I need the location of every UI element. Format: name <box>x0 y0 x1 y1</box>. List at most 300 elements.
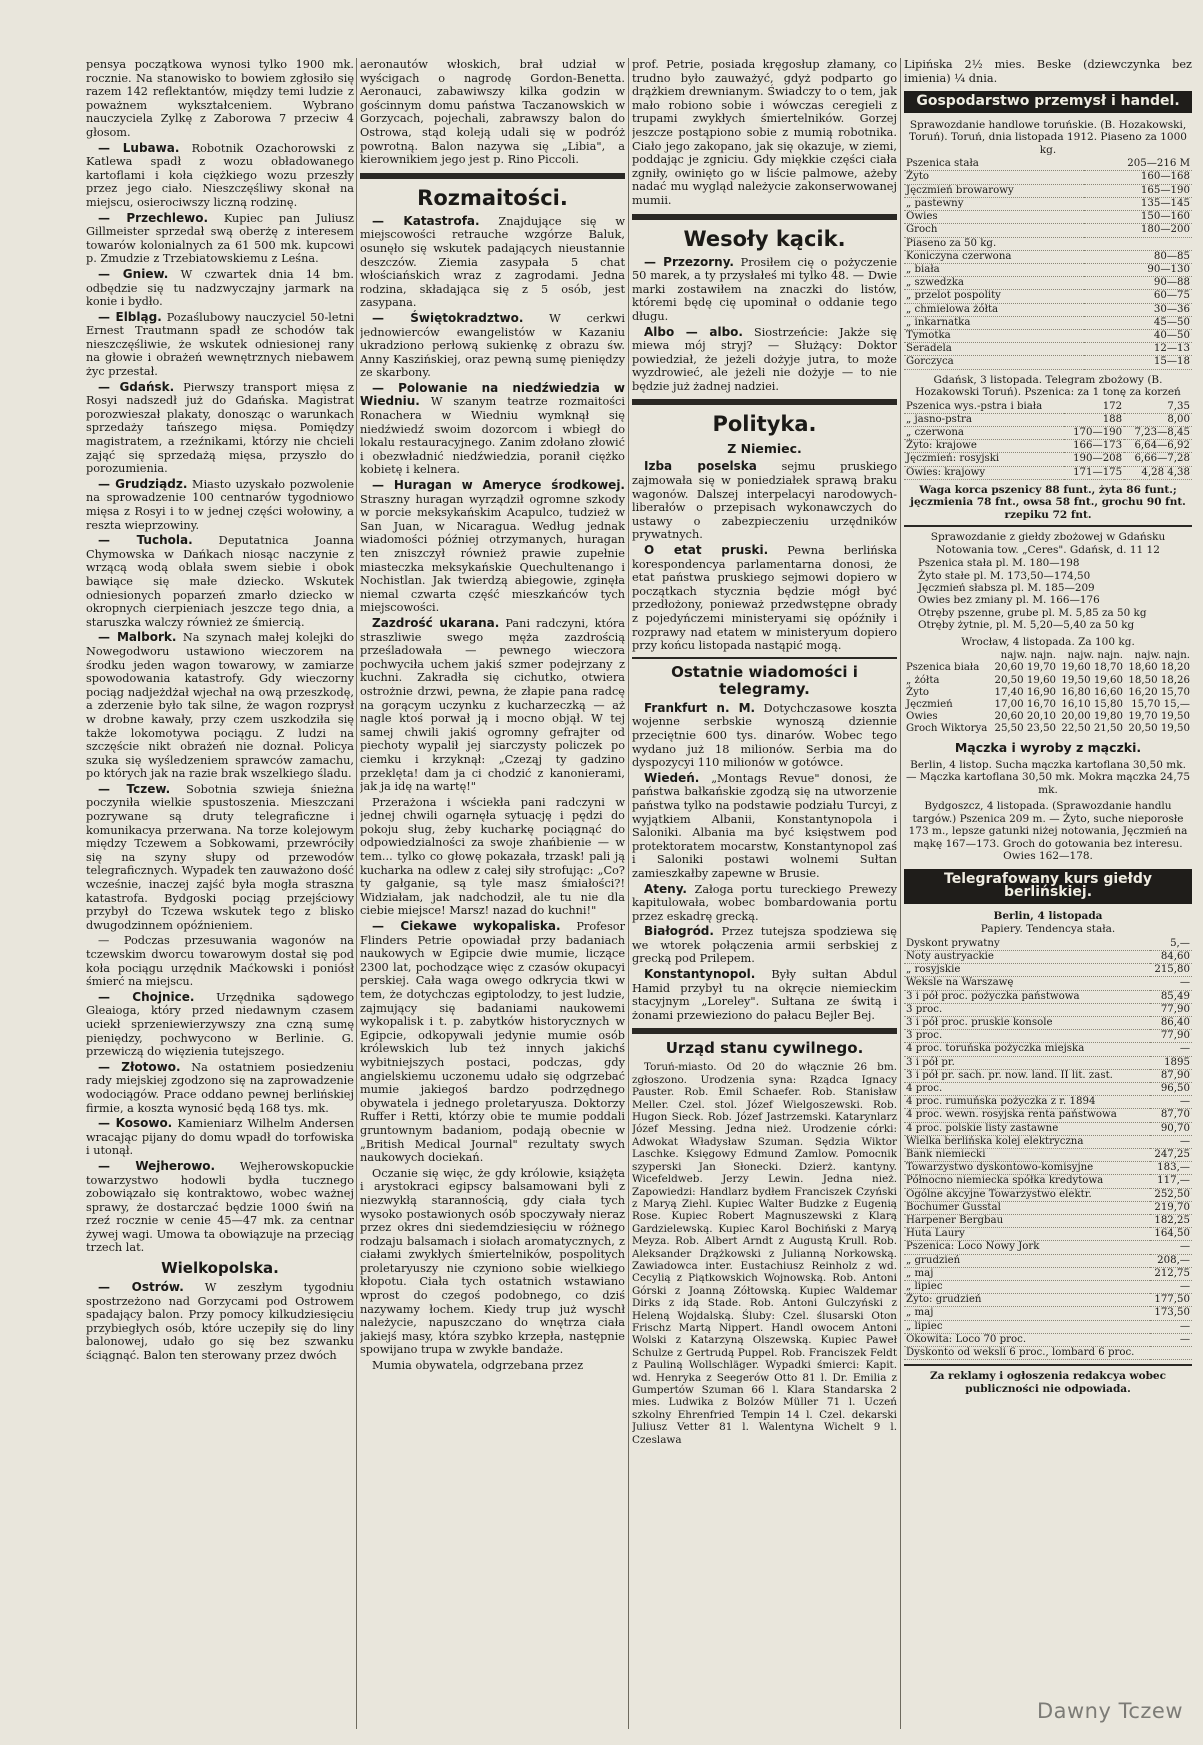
item-lead: — Chojnice. <box>98 989 195 1004</box>
table-cell: Pszenica wys.-pstra i biała <box>904 401 1064 414</box>
price-line: Otręby żytnie, pl. M. 5,20—5,40 za 50 kg <box>918 619 1135 632</box>
table-row <box>904 1043 1192 1056</box>
table-cell: 177,50 <box>1150 1294 1192 1307</box>
table-cell: 96,50 <box>1150 1083 1192 1096</box>
item-text: Kupiec pan Juliusz Gillmeister sprzedał swą oberżę z interesem towarów kolonialnych za 61 500 mk. kupcowi p. Zmudzie z Trzebiatowskiemu z Leśna. <box>86 211 354 266</box>
table-cell: 4 proc. <box>904 1083 1150 1096</box>
table-cell: „ maj <box>904 1307 1150 1320</box>
item-lead: — Elbląg. <box>98 309 162 324</box>
table-row <box>904 290 1192 303</box>
news-item <box>360 382 625 477</box>
table-cell: „ jasno-pstra <box>904 413 1064 426</box>
potato-flour-heading: Mączka i wyroby z mączki. <box>954 739 1142 755</box>
column-4 <box>904 58 1192 1731</box>
table-cell: — <box>1150 1281 1192 1294</box>
item-lead: — Świętokradztwo. <box>372 310 524 325</box>
item-text: Wejherowskopuckie towarzystwo hodowli bydła tucznego zobowiązało się kontraktowo, wobec ważnej sprawy, że dostarczać będzie 1000 świń na rzeź rocznie w cenie 45—47 mk. za centnar żywej wagi. Umowa ta obowiązuje na przeciąg trzech lat. <box>86 1159 354 1255</box>
table-cell: 3 i pół proc. pożyczka państwowa <box>904 990 1150 1003</box>
table-row <box>904 1083 1192 1096</box>
table-cell: — <box>1150 1320 1192 1333</box>
table-cell: 205—216 M <box>1084 158 1192 171</box>
table-cell: 18,50 18,26 <box>1128 674 1190 686</box>
news-item-ostrow <box>86 1281 354 1363</box>
item-lead: Konstantynopol. <box>644 967 756 982</box>
news-item <box>86 478 354 532</box>
table-cell: 3 proc. <box>904 1030 1150 1043</box>
table-cell: Weksle na Warszawę <box>904 977 1150 990</box>
table-cell: Groch Wiktorya <box>906 723 988 735</box>
table-row <box>904 662 1192 674</box>
column-header <box>1058 650 1125 662</box>
section-heading-humor: Wesoły kącik. <box>683 226 846 251</box>
table-cell: 22,50 21,50 <box>1061 723 1123 735</box>
table-cell: 160—168 <box>1084 171 1192 184</box>
news-item <box>86 631 354 781</box>
table-row <box>904 687 1192 699</box>
item-lead: Izba poselska <box>644 459 757 474</box>
news-item <box>86 142 354 210</box>
telegram-items <box>632 702 897 1023</box>
table-cell: 165—190 <box>1084 184 1192 197</box>
item-lead: — Grudziądz. <box>98 476 188 491</box>
table-row <box>904 1149 1192 1162</box>
table-cell: 190—208 <box>1064 453 1124 466</box>
news-item <box>632 256 897 324</box>
table-cell: 1895 <box>1150 1056 1192 1069</box>
divider <box>904 1364 1192 1366</box>
table-row <box>904 1069 1192 1082</box>
berlin-report-heading: Berlin, 4 listopada <box>993 909 1103 922</box>
news-item <box>360 617 625 794</box>
item-lead: — Gniew. <box>98 266 169 281</box>
table-row <box>904 1017 1192 1030</box>
table-row <box>904 723 1192 735</box>
table-cell: 16,10 15,80 <box>1061 699 1123 710</box>
table-cell: — <box>1150 977 1192 990</box>
table-row <box>904 1320 1192 1333</box>
table-cell: 3 proc. <box>904 1003 1150 1016</box>
table-cell: 188 <box>1064 413 1124 426</box>
divider <box>632 399 897 405</box>
table-cell <box>1084 237 1192 250</box>
table-row <box>904 440 1192 453</box>
table-cell: 215,80 <box>1150 964 1192 977</box>
table-cell: Żyto: grudzień <box>904 1294 1150 1307</box>
column-2 <box>360 58 625 1731</box>
article-text: pensya początkowa wynosi tylko 1900 mk. rocznie. Na stanowisko to bowiem zgłosiło się razem 142 reflektantów, między temi ludzie z poważnem wykształceniem. Wybrano nauczyciela Zylkę z Zaborowa 7 przeciw 4 głosom. <box>86 58 354 139</box>
table-cell: 90,70 <box>1150 1122 1192 1135</box>
table-cell: 19,50 19,60 <box>1061 674 1123 686</box>
news-item <box>632 925 897 966</box>
table-row <box>904 699 1192 711</box>
table-cell: 3 i pół pr. sach. pr. now. land. II lit. zast. <box>904 1069 1150 1082</box>
item-text: Kamieniarz Wilhelm Andersen wracając pijany do domu wpadł do torfowiska i utonął. <box>86 1117 354 1158</box>
table-cell: 4 proc. wewn. rosyjska renta państwowa <box>904 1109 1150 1122</box>
news-item <box>86 534 354 629</box>
table-cell: 4,28 4,38 <box>1124 466 1192 479</box>
item-lead: — Gdańsk. <box>98 379 175 394</box>
item-lead: Wiedeń. <box>644 770 700 785</box>
table-cell: Noty austryackie <box>904 951 1150 964</box>
table-row <box>904 1175 1192 1188</box>
item-lead: Albo — albo. <box>644 324 743 339</box>
table-cell: 3 i pół pr. <box>904 1056 1150 1069</box>
table-cell: 87,70 <box>1150 1109 1192 1122</box>
news-item <box>86 212 354 266</box>
news-item <box>360 215 625 310</box>
table-row <box>904 237 1192 250</box>
item-lead: O etat pruski. <box>644 543 769 558</box>
torun-report-heading: Sprawozdanie handlowe toruńskie. (B. Hozakowski, Toruń). Toruń, dnia listopada 1912. Piaseno za 1000 kg. <box>909 118 1187 156</box>
table-cell: „ przelot pospolity <box>904 290 1084 303</box>
table-cell: 30—36 <box>1084 303 1192 316</box>
item-text: „Montags Revue" donosi, że państwa bałkańskie zgodzą się na utworzenie państwa tylko na podstawie podziału Turcyi, z wyjątkiem Albanii, Konstantynopola i Saloniki. Albania ma być księstwem pod protektoratem mocarstw, Konstantynopol zaś i Saloniki postawi wolnemi Sułtan zamieszkałby zapewne w Brusie. <box>632 771 897 880</box>
table-cell: 3 i pół proc. pruskie konsole <box>904 1017 1150 1030</box>
item-lead: — Polowanie na niedźwiedzia w Wiedniu. <box>360 380 625 409</box>
table-row <box>904 1241 1192 1254</box>
news-item <box>360 1167 625 1357</box>
item-text: Miasto uzyskało pozwolenie na sprowadzenie 100 centnarów tygodniowo mięsa z Rosyi i to w jednej części wołowiny, a reszta wieprzowiny. <box>86 477 354 532</box>
table-cell: 86,40 <box>1150 1017 1192 1030</box>
column-header-label: najw. <box>1067 650 1095 662</box>
table-cell: 4 proc. polskie listy zastawne <box>904 1122 1150 1135</box>
table-cell: 17,40 16,90 <box>994 686 1057 698</box>
table-cell: Huta Laury <box>904 1228 1150 1241</box>
table-cell: 150—160 <box>1084 211 1192 224</box>
table-cell: „ rosyjskie <box>904 964 1150 977</box>
section-heading-rozmaitosci: Rozmaitości. <box>417 185 568 210</box>
table-row <box>904 1135 1192 1148</box>
table-cell: 77,90 <box>1150 1003 1192 1016</box>
item-lead: Białogród. <box>644 924 714 939</box>
table-cell: „ maj <box>904 1267 1150 1280</box>
item-text: Robotnik Ozachorowski z Katlewa spadł z wozu obładowanego kartoflami i koła ciężkiego wozu przeszły przez jego ciało. Nieszczęśliwy skonał na miejscu, osierociwszy liczną rodzinę. <box>86 141 354 209</box>
column-header-label: najn. <box>1030 650 1057 662</box>
news-item <box>86 1160 354 1255</box>
news-item <box>632 326 897 394</box>
gdansk-report-heading: Gdańsk, 3 listopada. Telegram zbożowy (B. Hozakowski Toruń). Pszenica: za 1 tonę za korzeń <box>915 373 1181 399</box>
price-line: Pszenica stała pl. M. 180—198 <box>918 557 1080 570</box>
section-heading-telegrams: Ostatnie wiadomości i telegramy. <box>671 662 858 698</box>
table-cell: 18,60 18,20 <box>1128 662 1190 674</box>
table-cell: Jęczmień browarowy <box>904 184 1084 197</box>
item-text: Urzędnika sądowego Gleaioga, który przed niedawnym czasem uciekł sprzeniewierzywszy zna czną sumę pieniędzy, pochwycono w Berlinie. G. przewiczą do więzienia tutejszego. <box>86 990 354 1059</box>
table-cell: 7,23—8,45 <box>1124 426 1192 439</box>
table-cell: Owies <box>906 711 938 723</box>
table-cell: Żyto <box>906 686 930 698</box>
news-item <box>360 920 625 1165</box>
table-cell: Tymotka <box>904 329 1084 342</box>
item-text: Przez tutejsza spodziewa się we wtorek połączenia armii serbskiej z grecką pod Prilepem. <box>632 925 897 966</box>
item-lead: Ateny. <box>644 881 687 896</box>
item-lead: — Wejherowo. <box>98 1158 216 1173</box>
column-rule <box>628 58 629 1729</box>
table-row <box>904 1281 1192 1294</box>
table-cell: 80—85 <box>1084 250 1192 263</box>
table-cell: 16,80 16,60 <box>1061 686 1123 698</box>
table-cell: 170—190 <box>1064 426 1124 439</box>
news-item <box>360 1359 625 1373</box>
table-row <box>904 316 1192 329</box>
table-row <box>904 990 1192 1003</box>
news-item <box>632 772 897 881</box>
table-cell: Owies: krajowy <box>904 466 1064 479</box>
table-cell: — <box>1150 1043 1192 1056</box>
newspaper-page <box>8 0 1200 1745</box>
table-cell: Północno niemiecka spółka kredytowa <box>904 1175 1150 1188</box>
watermark-text: Dawny Tczew <box>1036 1699 1183 1723</box>
table-cell: 172 <box>1064 401 1124 414</box>
table-row <box>904 1347 1192 1360</box>
table-row <box>904 356 1192 369</box>
table-cell: „ chmielowa żółta <box>904 303 1084 316</box>
table-row <box>904 1056 1192 1069</box>
item-text: W szanym teatrze rozmaitości Ronacherа w Wiedniu wymknął się niedźwiedź swoim dozorcom i wbiegł do lokalu restauracyjnego. Zanim zdołano złowić i obezwładnić niedźwiedzia, poranił ciężko kobietę i kelnera. <box>360 395 625 477</box>
table-cell: „ biała <box>904 263 1084 276</box>
table-cell: 219,70 <box>1150 1201 1192 1214</box>
column-header-label: najw. <box>1134 650 1162 662</box>
table-cell: „ żółta <box>906 674 940 686</box>
table-row <box>904 1294 1192 1307</box>
table-cell: 5,— <box>1150 938 1192 951</box>
news-item <box>632 460 897 542</box>
item-text: Straszny huragan wyrządził ogromne szkody w porcie meksykańskim Acapulco, tudzież w San Juan, w Nicaragua. Według jednak wiadomości później otrzymanych, huragan ten zniszczył również prawie zupełnie miasteczka meksykańskie Quechultenango i Nochistlan. Jak twierdzą abiegowie, zginęła niemal czwarta część mieszkańców tych miejscowości. <box>360 492 625 615</box>
table-cell: Piaseno za 50 kg. <box>904 237 1084 250</box>
table-row <box>904 964 1192 977</box>
table-row <box>904 1122 1192 1135</box>
table-cell: 87,90 <box>1150 1069 1192 1082</box>
item-text: Profesor Flinders Petrie opowiadał przy badaniach naukowych w Egipcie dwie mumie, liczące 2300 lat, pochodzące więc z czasów okupacyi perskiej. Cała waga owego odkrycia tkwi w tem, że dotychczas egiptolodzy, to jest ludzie, zajmujący się badaniami naukowemi wykopalisk i t. p. zabytków historycznych w Egipcie, odkopywali jedynie mumie osób królewskich lub też innych jakichś wybitniejszych postaci, podczas, gdy angielskiemu uczonemu udało się odgrzebać mumie jakiegoś bardzo podrzędnego obywatela i jednego proletaryusza. Doktorzy Ruffer i Retti, którzy obie te mumie poddali gruntownym badaniom, podają obecnie w „British Medical Journal" rezultaty swych naukowych dociekań. <box>360 920 625 1165</box>
potato-flour-text: Berlin, 4 listop. Sucha mączka kartoflana 30,50 mk. — Mączka kartoflana 30,50 mk. Mokra mączka 24,75 mk. <box>905 758 1191 796</box>
table-cell: 6,64—6,92 <box>1124 440 1192 453</box>
column-header <box>991 650 1058 662</box>
wroclaw-price-table <box>904 650 1192 735</box>
item-text: W zeszłym tygodniu spostrzeżono nad Gorzycami pod Ostrowem spadający balon. Przy pomocy kilkudziesięciu przybiegłych osób, które uczepiły się do liny balonowej, udało go się bez szwanku ściągnąć. Balon ten sterowany przez dwóch <box>86 1281 354 1363</box>
table-row <box>904 401 1192 414</box>
table-cell <box>1150 1347 1192 1360</box>
news-item <box>86 268 354 309</box>
table-row <box>904 343 1192 356</box>
item-text: Pozaślubowy nauczyciel 50-letni Ernest Trautmann spadł ze schodów tak nieszczęśliwie, że wskutek odniesionej rany na głowie i obrażeń wewnętrznych niebawem życ przestał. <box>86 310 354 379</box>
table-row <box>904 938 1192 951</box>
table-cell: — <box>1150 1333 1192 1346</box>
item-text: Mumia obywatela, odgrzebana przez <box>372 1359 584 1373</box>
news-item <box>86 381 354 476</box>
price-line: Jęczmień słabsza pl. M. 185—209 <box>918 582 1095 595</box>
table-cell: 84,60 <box>1150 951 1192 964</box>
table-row <box>904 224 1192 237</box>
article-text: aeronautów włoskich, brał udział w wyścigach o nagrodę Gordon-Benetta. Aeronauci, zabawiwszy kilka godzin w gościnnym domu państwa Taczanowskich w Gorzycach, pojechali, zabrawszy balon do Ostrowa, stąd koleją udali się w podróż powrotną. Balon nazywa się „Libia", a kierownikiem jego jest p. Rino Piccoli. <box>360 58 625 167</box>
section-heading-politics: Polityka. <box>712 412 817 437</box>
table-row <box>904 277 1192 290</box>
table-cell: 90—88 <box>1084 277 1192 290</box>
table-row <box>904 184 1192 197</box>
article-text: prof. Petrie, posiada kręgosłup złamany, co trudno było zauważyć, gdyż podparto go drążkiem drewnianym. Świadczy to o tem, jak mało robiono sobie i wówczas ceregieli z trupami zwykłych śmiertelników. Gorzej jeszcze postąpiono sobie z mumią robotnika. Ciało jego zakopano, jak się okazuje, w ziemi, poddając je zgniciu. Gdy miękkie części ciała zgniły, owinięto go w liście palmowe, ażeby nadać mu wygląd należycie zakonserwowanej mumii. <box>632 58 897 207</box>
table-cell: 40—50 <box>1084 329 1192 342</box>
table-cell: 212,75 <box>1150 1267 1192 1280</box>
table-cell: Towarzystwo dyskontowo-komisyjne <box>904 1162 1150 1175</box>
table-cell: Dyskonto od weksli 6 proc., lombard 6 proc. <box>904 1347 1150 1360</box>
news-items <box>360 215 625 1373</box>
item-text: W czwartek dnia 14 bm. odbędzie się tu nadzwyczajny jarmark na konie i bydło. <box>86 267 354 309</box>
table-cell: — <box>1150 1135 1192 1148</box>
table-cell: Owies <box>904 211 1084 224</box>
torun-price-table <box>904 158 1192 369</box>
table-row <box>904 197 1192 210</box>
item-lead: — Złotowo. <box>98 1059 181 1074</box>
table-cell <box>904 650 991 662</box>
berlin-report-subheading: Papiery. Tendencya stała. <box>980 923 1116 936</box>
item-text: Deputatnica Joanna Chymowska w Dańkach niosąc naczynie z wrzącą wodą oblała swem siebie i obok bawiące się małe dziecko. Wskutek odniesionych poparzeń zmarło dziecko w okropnych cierpieniach jeszcze tego dnia, a staruszka walczy również ze śmiercią. <box>86 534 354 629</box>
table-cell: Harpener Bergbau <box>904 1215 1150 1228</box>
table-cell: 15—18 <box>1084 356 1192 369</box>
table-cell: 4 proc. toruńska pożyczka miejska <box>904 1043 1150 1056</box>
item-text: Pewna berlińska korespondencya parlamentarna donosi, że etat państwa pruskiego sejmowi dopiero w początkach stycznia będzie mógł być przedłożony, ponieważ przedwstępne obrady z pojedyńczemi ministeryami się opóźniły i rozprawy nad etatem w ministeryum dopiero przy końcu listopada nastąpić mogą. <box>632 544 897 653</box>
table-cell: 208,— <box>1150 1254 1192 1267</box>
table-row <box>904 1307 1192 1320</box>
item-lead: — Przezorny. <box>644 254 734 269</box>
table-row <box>904 303 1192 316</box>
table-cell: 8,00 <box>1124 413 1192 426</box>
footer-disclaimer: Za reklamy i ogłoszenia redakcya wobec publiczności nie odpowiada. <box>930 1370 1166 1395</box>
article-text: Lipińska 2½ mies. Beske (dziewczynka bez imienia) ¼ dnia. <box>904 58 1192 85</box>
table-row <box>904 711 1192 723</box>
item-text: sejmu pruskiego zajmowała się w poniedziałek sprawą braku wagonów. Dalszej interpelacyi narodowych-liberałów o przepisach wykonawczych do ustawy o zabezpieczeniu urzędników prywatnych. <box>632 460 897 542</box>
table-cell: Okowita: Loco 70 proc. <box>904 1333 1150 1346</box>
table-cell: Groch <box>904 224 1084 237</box>
column-rule <box>356 58 357 1729</box>
column-1 <box>86 58 354 1731</box>
table-row <box>904 1215 1192 1228</box>
table-cell: 77,90 <box>1150 1030 1192 1043</box>
table-cell: „ lipiec <box>904 1281 1150 1294</box>
news-item <box>86 783 354 933</box>
item-lead: Frankfurt n. M. <box>644 700 756 715</box>
news-item <box>632 883 897 924</box>
column-header <box>1125 650 1192 662</box>
item-text: Znajdujące się w miejscowości retrauche wzgórze Baluk, osunęło się wskutek padających nieustannie deszczów. Ziemia zasypała 5 chat włościańskich wraz z zagrodami. Jedna rodzina, składająca się z 5 osób, jest zasypana. <box>360 214 625 310</box>
table-cell: 7,35 <box>1124 401 1192 414</box>
table-cell: 85,49 <box>1150 990 1192 1003</box>
item-lead: — Lubawa. <box>98 140 180 155</box>
table-cell: 183,— <box>1150 1162 1192 1175</box>
divider <box>632 657 897 659</box>
table-row <box>904 329 1192 342</box>
table-row <box>904 1228 1192 1241</box>
table-row <box>904 1162 1192 1175</box>
item-text: Siostrzeńcie: Jakże się miewa mój stryj? — Służący: Doktor powiedział, że jeżeli dożyje jutra, to może wyzdrowieć, ale jeżeli nie dożyje — to nie będzie już żadnej nadziei. <box>632 325 897 393</box>
ceres-price-list <box>904 557 1192 631</box>
news-item <box>86 1061 354 1115</box>
table-cell: 20,50 19,60 <box>994 674 1057 686</box>
table-cell: „ szwedzka <box>904 277 1084 290</box>
item-lead: — Huragan w Ameryce środkowej. <box>372 478 625 493</box>
table-cell: Ogólne akcyjne Towarzystwo elektr. <box>904 1188 1150 1201</box>
item-lead: — Tuchola. <box>98 533 193 548</box>
item-text: Na ostatniem posiedzeniu rady miejskiej zgodzono się na zaprowadzenie wodociągów. Prace oddano pewnej berlińskiej firmie, a koszta wynosić będą 168 tys. mk. <box>86 1060 354 1115</box>
price-line: Żyto stałe pl. M. 173,50—174,50 <box>918 569 1091 582</box>
divider <box>632 214 897 220</box>
section-heading-wielkopolska: Wielkopolska. <box>161 1259 279 1278</box>
price-line: Owies bez zmiany pl. M. 166—176 <box>918 594 1100 607</box>
divider <box>360 173 625 179</box>
table-cell: „ inkarnatka <box>904 316 1084 329</box>
news-item <box>86 1117 354 1158</box>
item-text: Na szynach małej kolejki do Nowegodworu ustawiono wieczorem na środku jeden wagon towarowy, w zamiarze spowodowania katastrofy. Gdy wieczorny pociąg nadjeżdżał wjechał na ową przeszkodę, a zderzenie było tak silne, że wagon rozprysł w drobne kawały, przy czem uszkodziła się także lokomotywa pociągu. Z ludzi na szczęście nikt obrażeń nie doznał. Policya szuka się wyśledzeniem sprawców zamachu, po których jak na razie brak wszelkiego śladu. <box>86 631 354 781</box>
table-cell: 182,25 <box>1150 1215 1192 1228</box>
item-lead: — Tczew. <box>98 781 171 796</box>
table-cell: 45—50 <box>1084 316 1192 329</box>
item-text: Oczanie się więc, że gdy królowie, książęta i arystokraci egipscy balsamowani byli z niezwykłą starannością, gdy ciała tych wysoko postawionych osób spoczywały nieraz przez okres dni siedemdziesięciu w różnego rodzaju balsamach i siołach aromatycznych, z ciałami zwykłych śmiertelników, pospolitych proletaryuszy nie czyniono sobie wielkiego kłopotu. Ciała tych ostatnich wstawiano wprost do czegoś podobnego, co dziś nazywamy łochem. Kiedy trup już wyschł należycie, napuszczano do wnętrza ciała jakiejś masy, która szybko krzepła, następnie spowijano trupa w zwykłe bandaże. <box>360 1166 625 1357</box>
item-text: Prosiłem cię o pożyczenie 50 marek, a ty przysłałeś mi tylko 48. — Dwie marki zostawiłem na znaczki do listów, któremi będę cię upominał o oddanie tego długu. <box>632 255 897 323</box>
table-cell: Bank niemiecki <box>904 1149 1150 1162</box>
table-cell: Jęczmień: rosyjski <box>904 453 1064 466</box>
table-header-row <box>904 650 1192 662</box>
column-3 <box>632 58 897 1731</box>
table-row <box>904 426 1192 439</box>
table-cell: 19,60 18,70 <box>1061 662 1123 674</box>
table-cell: 135—145 <box>1084 197 1192 210</box>
news-item <box>632 544 897 653</box>
table-row <box>904 211 1192 224</box>
table-cell: Gorczyca <box>904 356 1084 369</box>
section-banner-economy: Gospodarstwo przemysł i handel. <box>904 91 1192 113</box>
column-rule <box>900 58 901 1729</box>
table-cell: 20,00 19,80 <box>1061 711 1123 723</box>
news-item <box>86 934 354 988</box>
table-row <box>904 1030 1192 1043</box>
table-cell: 171—175 <box>1064 466 1124 479</box>
table-cell: 90—130 <box>1084 263 1192 276</box>
table-cell: 17,00 16,70 <box>994 699 1057 710</box>
item-text: Sobotnia szwieja śnieżna poczyniła wielkie spustoszenia. Mieszczani pozrywane są druty telegraficzne i komunikacya przerwana. Na torze kolejowym między Tczewem a Sobkowami, przewróciły się na szyny słupy od przewodów telegraficznych. Wypadek ten zauważono dość wcześnie, inaczej zajść była mogła straszna katastrofa. Bydgoski pociąg przejściowy przybył do Tczewa wskutek tego z blisko dwugodzinnem opóźnieniem. <box>86 782 354 932</box>
news-item <box>360 312 625 380</box>
table-cell: 164,50 <box>1150 1228 1192 1241</box>
item-lead: — Katastrofa. <box>372 213 480 228</box>
table-cell: — <box>1150 1241 1192 1254</box>
table-cell: 180—200 <box>1084 224 1192 237</box>
table-cell: Bochumer Gusstal <box>904 1201 1150 1214</box>
table-row <box>904 675 1192 687</box>
gdansk-price-table <box>904 401 1192 480</box>
item-text: Pani radczyni, która straszliwie swego męża zazdrością prześladowała — pewnego wieczora pochwyciła uchem jakiś szmer podejrzany z kuchni. Zakradła się cichutko, otwiera ostrożnie drzwi, pewna, że złapie pana radcę na gorącym uczynku z kucharzeczką — aż nagle ktoś porwał ją i mocno objął. W tej samej chwili jakiś ogromny gefrajter od piechoty wypalił jej siarczysty policzek po ciemku i krzyknął: „Czeząj ty gadzino przeklęta! dam ja ci chodzić z kanonierami, jak ja idę na wartę!" <box>360 616 625 794</box>
table-row <box>904 1254 1192 1267</box>
table-cell: 252,50 <box>1150 1188 1192 1201</box>
item-lead: — Przechlewo. <box>98 210 209 225</box>
table-cell: 20,60 19,70 <box>994 662 1057 674</box>
table-cell: „ pastewny <box>904 197 1084 210</box>
table-row <box>904 951 1192 964</box>
subheading-germany: Z Niemiec. <box>727 441 802 457</box>
registry-text: Toruń-miasto. Od 20 do włącznie 26 bm. zgłoszono. Urodzenia syna: Rządca Ignacy Pauster. Rob. Emil Schaefer. Rob. Stanisław Meller. Czel. stol. Józef Wielgoszewski. Rob. Hugon Sieck. Rob. Józef Jastrzemski. Katarynlarz Józef Messing. Jedna nież. Urodzenie córki: Adwokat Władysław Szuman. Sędzia Wiktor Laschke. Księgowy Edmund Zamlow. Pomocnik szyperski Jan Słonecki. Dzierż. kantyny. Wicefeldweb. Jerzy Lewin. Jedna nież. Zapowiedzi: Handlarz bydłem Franciszek Czyński z Maryą Ziehl. Kupiec Walter Budzke z Eugenią Rose. Kupiec Robert Magnuszewski z Klarą Gardzielewską. Kupiec Karol Bochiński z Maryą Meyza. Rob. Albert Arndt z Augustą Krull. Rob. Aleksander Drążkowski z Julianną Norkowską. Zawiadowca inter. Eustachiusz Reinholz z wd. Cecylią z Piątkowskich Wojnowską. Rob. Antoni Górski z Joanną Zółtowską. Kupiec Waldemar Dirks z idą Stade. Rob. Antoni Gulczyński z Heleną Wojdalską. Śluby: Czel. ślusarski Oton Frischz Martą Nippert. Handl owocem Antoni Wolski z Katarzyną Olszewską. Kupiec Paweł Schulze z Gertrudą Puppel. Rob. Franciszek Feldt z Pauliną Wollschläger. Wypadki śmierci: Kapit. wd. Henryka z Seegerów Otto 81 l. Dr. Emilia z Gumpertów Szuman 66 l. Klara Standarska 2 mies. Ludwika z Bolzów Müller 71 l. Uczeń szkolny Ehrenfried Tempin 14 l. Czel. dekarski Juliusz Vetter 81 l. Walentyna Wichelt 9 l. Czeslawa <box>632 1061 897 1446</box>
news-item <box>632 702 897 770</box>
divider <box>904 525 1192 527</box>
wroclaw-report-heading: Wrocław, 4 listopada. Za 100 kg. <box>961 635 1135 648</box>
table-cell: Wielka berlińska kolej elektryczna <box>904 1135 1150 1148</box>
table-cell: Pszenica biała <box>906 662 980 674</box>
table-row <box>904 1096 1192 1109</box>
item-lead: — Malbork. <box>98 630 177 645</box>
item-text: W cerkwi jednowierców ewangelistów w Kazaniu ukradziono perłową sukienkę z obrazu św. Anny Kaszińskiej, oraz pewną sumę pieniędzy ze skarbony. <box>360 311 625 380</box>
section-banner-berlin-exchange: Telegrafowany kurs giełdy berlińskiej. <box>904 869 1192 904</box>
item-text: — Podczas przesuwania wagonów na tczewskim dworcu towarowym dostał się pod koła pociągu urzędnik Maćkowski i poniósł śmierć na miejscu. <box>86 934 354 989</box>
item-lead: — Ciekawe wykopaliska. <box>372 919 561 934</box>
table-cell: 117,— <box>1150 1175 1192 1188</box>
table-cell: 16,20 15,70 <box>1128 686 1190 698</box>
item-lead: — Ostrów. <box>98 1280 184 1295</box>
table-row <box>904 1201 1192 1214</box>
table-row <box>904 250 1192 263</box>
